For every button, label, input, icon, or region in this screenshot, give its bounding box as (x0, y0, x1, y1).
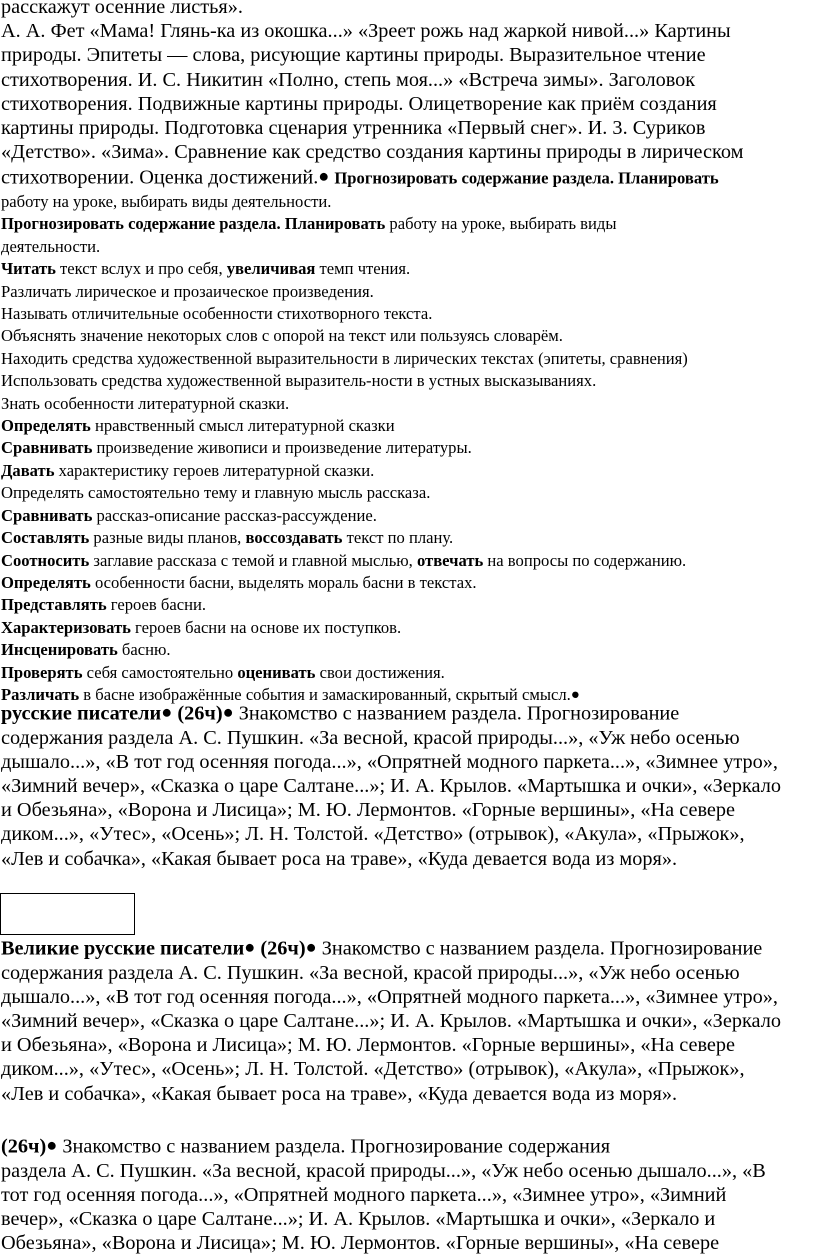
text-line: содержания раздела А. С. Пушкин. «За весной, красой природы...», «Уж небо осенью (1, 961, 740, 984)
text-run: произведение живописи и произведение литературы. (92, 438, 472, 458)
text-line: природы. Эпитеты — слова, рисующие картины природы. Выразительное чтение (1, 44, 706, 67)
bold-run: Составлять (1, 528, 90, 548)
section-heading: Великие русские писатели (1, 937, 245, 960)
text-line: дышало...», «В тот год осенняя погода...», «Опрятней модного паркета...», «Зимнее утро», (1, 985, 778, 1008)
list-item (1, 258, 816, 280)
text-run: Использовать средства художественной выразитель-ности в устных высказываниях. (1, 371, 597, 391)
bold-run: Сравнивать (1, 505, 93, 525)
text-run: Знакомство с названием раздела. Прогнозирование содержания (57, 1135, 611, 1158)
bullet-icon: ● (570, 686, 580, 703)
text-run: в басне изображённые события и замаскированный, скрытый смысл. (79, 685, 571, 705)
text-line: диком...», «Утес», «Осень»; Л. Н. Толстой. «Детство» (отрывок), «Акула», «Прыжок», (1, 1058, 745, 1081)
section-heading-line (1, 935, 816, 961)
bold-run: Соотносить (1, 550, 90, 570)
list-item (1, 437, 816, 459)
text-run: свои достижения. (315, 662, 445, 682)
text-run: на вопросы по содержанию. (483, 550, 687, 570)
list-item (1, 370, 816, 392)
text-line: содержания раздела А. С. Пушкин. «За весной, красой природы...», «Уж небо осенью (1, 726, 740, 749)
text-run: разные виды планов, (89, 528, 246, 548)
bold-run: оценивать (237, 662, 316, 682)
text-run: себя самостоятельно (82, 662, 238, 682)
text-run: Называть отличительные особенности стихотворного текста. (1, 304, 433, 324)
text-line: расскажут осенние листья». (1, 0, 243, 18)
text-run: Объяснять значение некоторых слов с опорой на текст или пользуясь словарём. (1, 326, 563, 346)
text-run: Определять самостоятельно тему и главную мысль рассказа. (1, 483, 431, 503)
text-line: картины природы. Подготовка сценария утренника «Первый снег». И. 3. Суриков (1, 117, 706, 140)
list-item (1, 236, 816, 258)
text-run: работу на уроке, выбирать виды (385, 214, 617, 234)
text-line: и Обезьяна», «Ворона и Лисица»; М. Ю. Лермонтов. «Горные вершины», «На севере (1, 799, 736, 822)
list-item (1, 460, 816, 482)
list-item (1, 617, 816, 639)
bullet-icon: ● (305, 937, 317, 957)
text-run: героев басни на основе их поступков. (130, 617, 402, 637)
list-item (1, 527, 816, 549)
list-item (1, 594, 816, 616)
text-run: текст вслух и про себя, (55, 259, 227, 279)
list-item (1, 505, 816, 527)
text-run: стихотворении. Оценка достижений. (1, 166, 319, 189)
text-line: «Лев и собачка», «Какая бывает роса на траве», «Куда девается вода из моря». (1, 1082, 678, 1105)
text-line (1, 164, 816, 191)
list-item (1, 393, 816, 415)
section-third (0, 1133, 816, 1254)
text-run: Знакомство с названием раздела. Прогнозирование (233, 702, 680, 725)
text-line: диком...», «Утес», «Осень»; Л. Н. Толстой. «Детство» (отрывок), «Акула», «Прыжок», (1, 823, 745, 846)
bold-run: отвечать (416, 550, 484, 570)
text-run: Находить средства художественной выразительности в лирических текстах (эпитеты, сравнения) (1, 348, 688, 368)
list-item (1, 213, 816, 235)
hours-label: (26ч) (255, 937, 306, 960)
bold-run: Давать (1, 460, 55, 480)
hours-label: (26ч) (172, 702, 223, 725)
bullet-icon: ● (318, 166, 330, 187)
list-item (1, 662, 816, 684)
bold-run: Определять (1, 416, 91, 436)
text-run: особенности басни, выделять мораль басни в текстах. (90, 572, 477, 592)
bold-run: Прогнозировать содержание раздела. Планировать (1, 214, 386, 234)
text-line: «Детство». «Зима». Сравнение как средство создания картины природы в лирическом (1, 141, 744, 164)
text-run: басню. (117, 640, 171, 660)
section-heading-line (1, 1133, 816, 1159)
list-item (1, 550, 816, 572)
text-line: и Обезьяна», «Ворона и Лисица»; М. Ю. Лермонтов. «Горные вершины», «На севере (1, 1034, 736, 1057)
text-line: «Лев и собачка», «Какая бывает роса на траве», «Куда девается вода из моря». (1, 847, 678, 870)
text-run: нравственный смысл литературной сказки (90, 416, 395, 436)
text-run: текст по плану. (342, 528, 454, 548)
list-item (1, 415, 816, 437)
intro-paragraph (0, 0, 816, 191)
text-line: дышало...», «В тот год осенняя погода...», «Опрятней модного паркета...», «Зимнее утро», (1, 750, 778, 773)
text-run: героев басни. (106, 595, 206, 615)
text-run: Знать особенности литературной сказки. (1, 393, 290, 413)
text-line: «Зимний вечер», «Сказка о царе Салтане...»; И. А. Крылов. «Мартышка и очки», «Зеркало (1, 1010, 781, 1033)
bold-run: Определять (1, 572, 91, 592)
bold-run: Читать (1, 259, 56, 279)
text-line: раздела А. С. Пушкин. «За весной, красой природы...», «Уж небо осенью дышало...», «В (1, 1159, 766, 1182)
section-russian-writers (0, 700, 816, 871)
bold-run: Прогнозировать содержание раздела. Планировать (334, 168, 719, 188)
text-line: «Зимний вечер», «Сказка о царе Салтане...»; И. А. Крылов. «Мартышка и очки», «Зеркало (1, 775, 781, 798)
bold-run: увеличивая (226, 259, 316, 279)
section-heading: русские писатели (1, 702, 162, 725)
text-run: Знакомство с названием раздела. Прогнозирование (316, 937, 763, 960)
hours-label: (26ч) (1, 1135, 47, 1158)
text-line: стихотворения. Подвижные картины природы. Олицетворение как приём создания (1, 92, 717, 115)
text-line: вечер», «Сказка о царе Салтане...»; И. А. Крылов. «Мартышка и очки», «Зеркало и (1, 1208, 716, 1231)
text-line: тот год осенняя погода...», «Опрятней модного паркета...», «Зимнее утро», «Зимний (1, 1183, 727, 1206)
list-item (1, 325, 816, 347)
text-run: характеристику героев литературной сказки. (54, 460, 375, 480)
bold-run: воссоздавать (245, 528, 343, 548)
text-run: рассказ-описание рассказ-рассуждение. (92, 505, 377, 525)
list-item (1, 348, 816, 370)
bold-run: Сравнивать (1, 438, 93, 458)
bold-run: Различать (1, 685, 80, 705)
text-run: темп чтения. (315, 259, 411, 279)
bullet-icon: ● (244, 937, 256, 957)
list-item (1, 482, 816, 504)
text-run: Различать лирическое и прозаическое произведения. (1, 281, 374, 301)
bold-run: Проверять (1, 662, 83, 682)
bold-run: Характеризовать (1, 617, 131, 637)
list-item (1, 303, 816, 325)
empty-table-cell (0, 893, 135, 935)
text-line: А. А. Фет «Мама! Глянь-ка из окошка...» «Зреет рожь над жаркой нивой...» Картины (1, 20, 731, 43)
bullet-icon: ● (46, 1135, 58, 1155)
text-run: деятельности. (1, 236, 101, 256)
section-heading-line (1, 700, 816, 726)
skills-list (0, 191, 816, 707)
list-item (1, 572, 816, 594)
bullet-icon: ● (222, 702, 234, 722)
bullet-icon: ● (161, 702, 173, 722)
text-run: заглавие рассказа с темой и главной мыслью, (89, 550, 417, 570)
section-great-russian-writers (0, 935, 816, 1106)
bold-run: Инсценировать (1, 640, 118, 660)
text-line: стихотворения. И. С. Никитин «Полно, степь моя...» «Встреча зимы». Заголовок (1, 68, 696, 91)
list-item (1, 281, 816, 303)
bold-run: Представлять (1, 595, 107, 615)
text-line: Обезьяна», «Ворона и Лисица»; М. Ю. Лермонтов. «Горные вершины», «На севере (1, 1232, 720, 1254)
text-run: работу на уроке, выбирать виды деятельности. (1, 192, 332, 211)
list-item (1, 191, 816, 213)
list-item (1, 639, 816, 661)
